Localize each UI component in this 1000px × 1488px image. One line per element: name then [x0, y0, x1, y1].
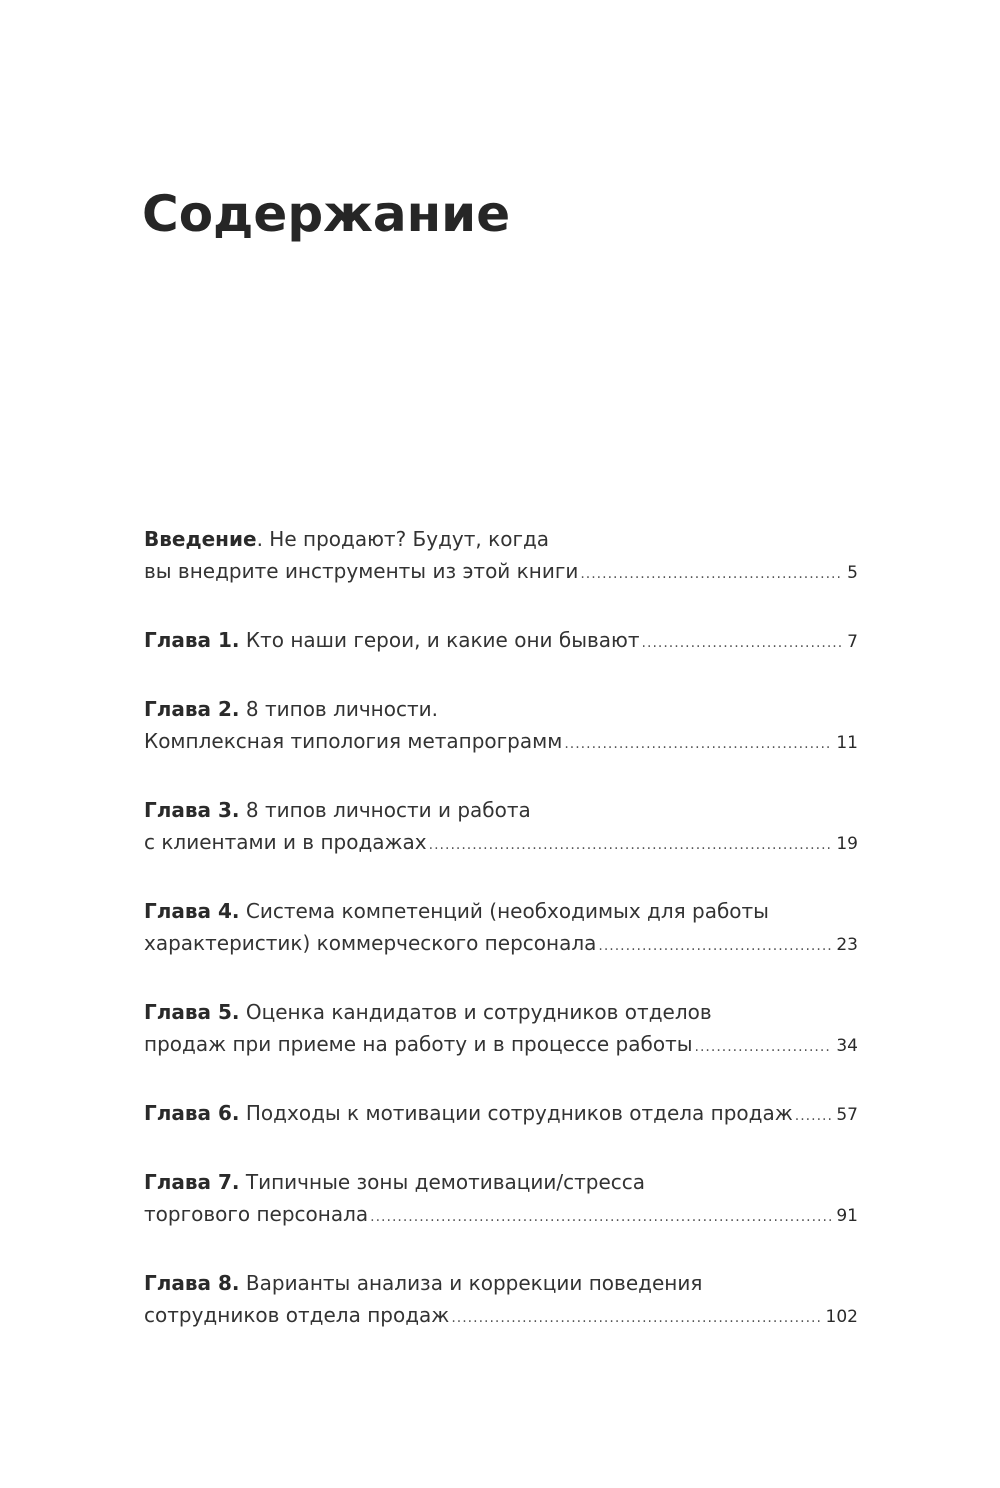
toc-entry-text [144, 697, 438, 721]
toc-entry-line [144, 1097, 858, 1132]
chapter-label: Глава 7. [144, 1170, 240, 1194]
chapter-label: Глава 5. [144, 1000, 240, 1024]
toc-entry-text [144, 1170, 645, 1194]
chapter-title-text: с клиентами и в продажах [144, 830, 427, 854]
toc-entry-text [144, 1097, 793, 1129]
page-number: 19 [836, 834, 858, 854]
dot-leader [580, 558, 843, 590]
chapter-title-text: Подходы к мотивации сотрудников отдела продаж [245, 1101, 793, 1125]
dot-leader [642, 627, 844, 659]
toc-entry-line [144, 1267, 858, 1299]
chapter-title-text: вы внедрите инструменты из этой книги [144, 559, 579, 583]
page-number: 91 [836, 1206, 858, 1226]
toc-entry-line [144, 693, 858, 725]
toc-entry-line [144, 1166, 858, 1198]
chapter-title-text: 8 типов личности и работа [245, 798, 531, 822]
page-number: 57 [836, 1105, 858, 1125]
toc-entry-text [144, 927, 596, 959]
toc-entry-line [144, 794, 858, 826]
dot-leader [598, 930, 832, 962]
toc-entry-line [144, 895, 858, 927]
table-of-contents [144, 523, 858, 1334]
toc-entry-text [144, 899, 769, 923]
dot-leader [564, 728, 832, 760]
dot-leader [695, 1031, 833, 1063]
chapter-title-text: характеристик) коммерческого персонала [144, 931, 597, 955]
chapter-title-text: торгового персонала [144, 1202, 369, 1226]
toc-entry-text [144, 798, 531, 822]
toc-entry-line [144, 927, 858, 962]
chapter-title-text: Система компетенций (необходимых для работы [245, 899, 769, 923]
dot-leader [451, 1302, 821, 1334]
toc-entry-text [144, 1028, 693, 1060]
page-number: 11 [836, 733, 858, 753]
toc-entry [144, 523, 858, 590]
toc-entry-line [144, 624, 858, 659]
page-number: 34 [836, 1036, 858, 1056]
toc-entry-text [144, 826, 427, 858]
toc-entry-text [144, 555, 578, 587]
chapter-title-text: Кто наши герои, и какие они бывают [245, 628, 640, 652]
page-number: 102 [825, 1307, 858, 1327]
toc-entry-line [144, 1299, 858, 1334]
chapter-label: Глава 3. [144, 798, 240, 822]
toc-entry-text [144, 1299, 449, 1331]
toc-entry [144, 693, 858, 760]
chapter-title-text: 8 типов личности. [245, 697, 438, 721]
chapter-title-text: сотрудников отдела продаж [144, 1303, 450, 1327]
page-number: 7 [847, 632, 858, 652]
toc-entry-text [144, 1000, 712, 1024]
toc-entry [144, 624, 858, 659]
toc-entry [144, 895, 858, 962]
toc-entry-line [144, 1028, 858, 1063]
page-title: Содержание [142, 185, 511, 243]
toc-entry-text [144, 725, 562, 757]
chapter-label: Глава 1. [144, 628, 240, 652]
toc-entry-text [144, 1271, 702, 1295]
page-number: 23 [836, 935, 858, 955]
chapter-label: Глава 6. [144, 1101, 240, 1125]
chapter-title-text: Типичные зоны демотивации/стресса [245, 1170, 646, 1194]
toc-entry-line [144, 1198, 858, 1233]
toc-entry-line [144, 996, 858, 1028]
toc-entry-line [144, 523, 858, 555]
chapter-label: Глава 8. [144, 1271, 240, 1295]
toc-entry-text [144, 1198, 368, 1230]
toc-entry [144, 996, 858, 1063]
dot-leader [795, 1100, 833, 1132]
chapter-title-text: Не продают? Будут, когда [269, 527, 550, 551]
dot-leader [429, 829, 833, 861]
toc-entry [144, 794, 858, 861]
toc-entry [144, 1166, 858, 1233]
chapter-title-text: Варианты анализа и коррекции поведения [245, 1271, 703, 1295]
chapter-separator: . [256, 527, 270, 551]
toc-entry-line [144, 725, 858, 760]
toc-entry-text [144, 527, 549, 551]
chapter-title-text: продаж при приеме на работу и в процессе работы [144, 1032, 693, 1056]
toc-entry [144, 1267, 858, 1334]
chapter-label: Глава 2. [144, 697, 240, 721]
chapter-title-text: Комплексная типология метапрограмм [144, 729, 563, 753]
dot-leader [370, 1201, 832, 1233]
toc-entry [144, 1097, 858, 1132]
toc-entry-text [144, 624, 640, 656]
chapter-label: Введение [144, 527, 257, 551]
toc-entry-line [144, 826, 858, 861]
page-number: 5 [847, 563, 858, 583]
toc-entry-line [144, 555, 858, 590]
chapter-title-text: Оценка кандидатов и сотрудников отделов [245, 1000, 712, 1024]
chapter-label: Глава 4. [144, 899, 240, 923]
